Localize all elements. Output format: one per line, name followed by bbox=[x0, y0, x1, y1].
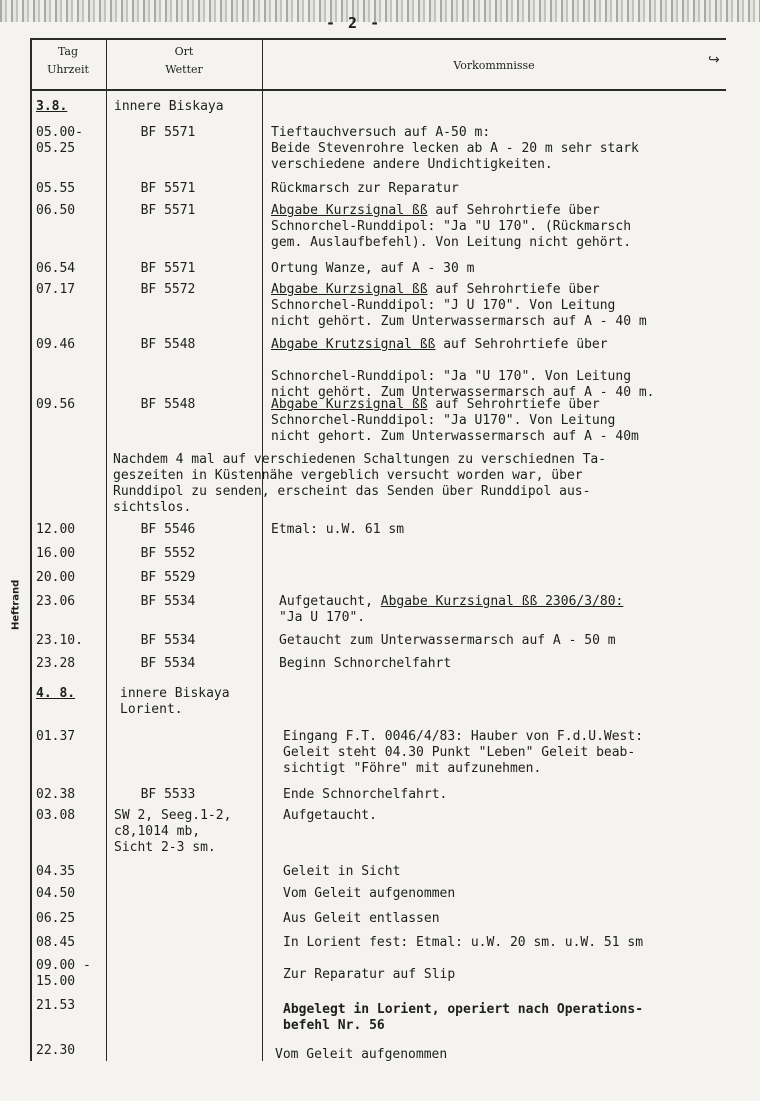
entry-text-underlined: Abgabe Krutzsignal ßß bbox=[271, 337, 436, 352]
header-wetter: Wetter bbox=[165, 63, 203, 76]
entry-location: BF 5571 bbox=[140, 181, 196, 196]
entry-location: BF 5552 bbox=[140, 546, 196, 561]
entry-time: 06.54 bbox=[36, 261, 76, 276]
entry-text: Etmal: u.W. 61 sm bbox=[271, 522, 405, 537]
entry-time: 12.00 bbox=[36, 522, 76, 537]
entry-location: BF 5533 bbox=[140, 787, 196, 802]
entry-time: 21.53 bbox=[36, 998, 76, 1013]
entry-location: BF 5548 bbox=[140, 337, 196, 352]
entry-text-underlined: Abgabe Kurzsignal ßß bbox=[271, 282, 428, 297]
margin-label: Heftrand bbox=[10, 579, 22, 631]
entry-text: Aufgetaucht. bbox=[283, 808, 377, 823]
entry-text-block bbox=[279, 594, 749, 626]
entry-text: Eingang F.T. 0046/4/83: Hauber von F.d.U.West: Geleit steht 04.30 Punkt "Leben" Geleit beab- sichtigt "Föhre" mit aufzunehmen. bbox=[283, 729, 644, 776]
entry-location: BF 5534 bbox=[140, 594, 196, 609]
entry-text: Beginn Schnorchelfahrt bbox=[279, 656, 452, 671]
header-vorkommnisse: Vorkommnisse bbox=[453, 59, 535, 72]
page-number: - 2 - bbox=[326, 14, 382, 32]
entry-text: In Lorient fest: Etmal: u.W. 20 sm. u.W. 51 sm bbox=[283, 935, 644, 950]
entry-location: innere Biskaya Lorient. bbox=[120, 686, 230, 717]
entry-text: Tieftauchversuch auf A-50 m: Beide Stevenrohre lecken ab A - 20 m sehr stark verschiedene andere Undichtigkeiten. bbox=[271, 125, 639, 172]
entry-location: BF 5572 bbox=[140, 282, 196, 297]
entry-location: BF 5534 bbox=[140, 633, 196, 648]
header-ort: Ort bbox=[174, 45, 194, 58]
entry-time: 22.30 bbox=[36, 1043, 76, 1058]
entry-text: Getaucht zum Unterwassermarsch auf A - 50 m bbox=[279, 633, 616, 648]
column-divider-1 bbox=[106, 38, 107, 1061]
entry-text-block bbox=[271, 282, 741, 330]
entry-time: 05.55 bbox=[36, 181, 76, 196]
entry-time: 09.46 bbox=[36, 337, 76, 352]
header-bottom-rule bbox=[30, 89, 726, 91]
entry-text: Vom Geleit aufgenommen bbox=[283, 886, 456, 901]
entry-location: SW 2, Seeg.1-2, c8,1014 mb, Sicht 2-3 sm. bbox=[114, 808, 232, 855]
entry-time: 20.00 bbox=[36, 570, 76, 585]
entry-text: auf Sehrohrtiefe über Schnorchel-Runddipol: "Ja "U 170". (Rückmarsch gem. Auslaufbefehl). Von Leitung nicht gehört. bbox=[271, 203, 632, 250]
entry-location: BF 5529 bbox=[140, 570, 196, 585]
entry-location: BF 5546 bbox=[140, 522, 196, 537]
entry-text: Abgelegt in Lorient, operiert nach Operations- befehl Nr. 56 bbox=[283, 1002, 644, 1033]
entry-text-underlined: Abgabe Kurzsignal ßß 2306/3/80: bbox=[380, 594, 624, 609]
entry-text: Geleit in Sicht bbox=[283, 864, 401, 879]
header-uhrzeit: Uhrzeit bbox=[47, 63, 89, 76]
header-tag-uhrzeit bbox=[32, 43, 104, 79]
entry-time: 06.50 bbox=[36, 203, 76, 218]
entry-time: 09.00 - 15.00 bbox=[36, 958, 91, 989]
entry-time: 01.37 bbox=[36, 729, 76, 744]
entry-text: Aus Geleit entlassen bbox=[283, 911, 440, 926]
entry-text-underlined: Abgabe Kurzsignal ßß bbox=[271, 397, 428, 412]
entry-time: 08.45 bbox=[36, 935, 76, 950]
entry-text: auf Sehrohrtiefe über Schnorchel-Runddipol: "Ja U170". Von Leitung nicht gehort. Zum Unterwassermarsch auf A - 40m bbox=[271, 397, 639, 444]
entry-location: BF 5548 bbox=[140, 397, 196, 412]
entry-time: 06.25 bbox=[36, 911, 76, 926]
entry-text-prefix: Aufgetaucht, bbox=[279, 594, 381, 609]
entry-time: 16.00 bbox=[36, 546, 76, 561]
entry-time: 05.00- 05.25 bbox=[36, 125, 83, 156]
entry-time: 23.10. bbox=[36, 633, 83, 648]
entry-text: Zur Reparatur auf Slip bbox=[283, 967, 456, 982]
entry-text: Rückmarsch zur Reparatur bbox=[271, 181, 459, 196]
entry-location: BF 5571 bbox=[140, 261, 196, 276]
entry-time: 23.06 bbox=[36, 594, 76, 609]
entry-text-block bbox=[271, 203, 741, 251]
entry-date: 4. 8. bbox=[36, 686, 76, 701]
entry-date: 3.8. bbox=[36, 99, 68, 114]
entry-time: 23.28 bbox=[36, 656, 76, 671]
header-top-rule bbox=[30, 38, 726, 40]
entry-text: Vom Geleit aufgenommen bbox=[275, 1047, 448, 1062]
header-ort-wetter bbox=[108, 43, 260, 79]
header-tag: Tag bbox=[57, 45, 79, 58]
entry-text: auf Sehrohrtiefe über Schnorchel-Runddipol: "Ja "U 170". Von Leitung nicht gehört. Zum Unterwassermarsch auf A - 40 m. bbox=[271, 337, 655, 400]
entry-location: BF 5534 bbox=[140, 656, 196, 671]
entry-time: 07.17 bbox=[36, 282, 76, 297]
entry-location: BF 5571 bbox=[140, 125, 196, 140]
entry-text: Ende Schnorchelfahrt. bbox=[283, 787, 448, 802]
entry-time: 03.08 bbox=[36, 808, 76, 823]
entry-location: BF 5571 bbox=[140, 203, 196, 218]
entry-text-block bbox=[271, 397, 741, 445]
entry-note: Nachdem 4 mal auf verschiedenen Schaltungen zu verschiednen Ta- geszeiten in Küstennähe vergeblich versucht worden war, über Runddipol zu senden, erscheint das Senden über Runddipol aus- sichtslos. bbox=[113, 452, 607, 515]
column-divider-2 bbox=[262, 38, 263, 1061]
pen-mark: ↪ bbox=[708, 52, 720, 68]
entry-time: 09.56 bbox=[36, 397, 76, 412]
entry-location: innere Biskaya bbox=[114, 99, 224, 114]
entry-time: 04.50 bbox=[36, 886, 76, 901]
entry-text-underlined: Abgabe Kurzsignal ßß bbox=[271, 203, 428, 218]
entry-text: Ortung Wanze, auf A - 30 m bbox=[271, 261, 475, 276]
entry-time: 04.35 bbox=[36, 864, 76, 879]
entry-text: "Ja U 170". bbox=[279, 610, 366, 625]
entry-text: auf Sehrohrtiefe über Schnorchel-Runddipol: "J U 170". Von Leitung nicht gehört. Zum Unterwassermarsch auf A - 40 m bbox=[271, 282, 647, 329]
table-border-left bbox=[30, 38, 32, 1061]
entry-text-block bbox=[271, 337, 741, 401]
entry-time: 02.38 bbox=[36, 787, 76, 802]
